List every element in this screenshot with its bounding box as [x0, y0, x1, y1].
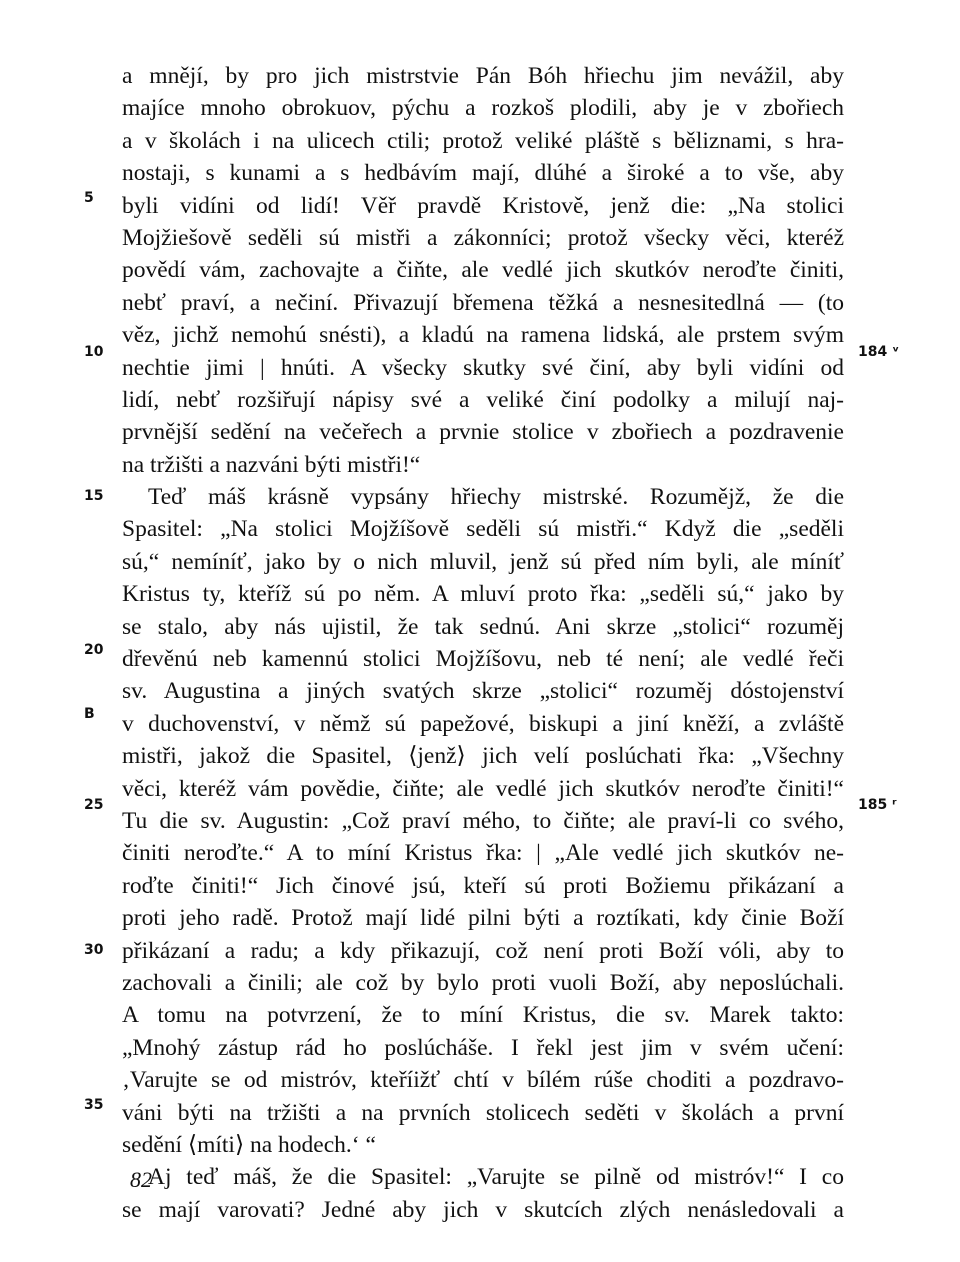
text-line: lidí, nebť rozšiřují nápisy své a veliké činí podolky a milují naj-: [122, 386, 844, 413]
text-line: sú,“ nemíníť, jako by o nich mluvil, jenž sú před ním byli, ale míníť: [122, 548, 844, 575]
text-line-paragraph-start: Teď máš krásně vypsány hřiechy mistrské. Rozumějž, že die: [148, 484, 844, 511]
text-line: byli vidíni od lidí! Věř pravdě Kristově, jenž die: „Na stolici: [122, 192, 844, 219]
line-number-5: 5: [84, 190, 94, 206]
text-line: věci, kteréž vám povědie, čiňte; ale vedlé jich skutkóv neroďte činiti!“: [122, 775, 844, 802]
line-number-25: 25: [84, 797, 104, 813]
text-line: roďte činiti!“ Jich činové jsú, kteří sú proti Božiemu přikázaní a: [122, 872, 844, 899]
text-line: přikázaní a radu; a kdy přikazují, což není proti Boží vóli, aby to: [122, 937, 844, 964]
line-number-20: 20: [84, 642, 104, 658]
text-line: Tu die sv. Augustin: „Což praví mého, to čiňte; ale praví-li co svého,: [122, 807, 844, 834]
text-line: na tržišti a nazváni býti mistři!“: [122, 451, 421, 478]
text-line: „Mnohý zástup rád ho poslúcháše. I řekl jest jim v svém učení:: [122, 1034, 844, 1061]
text-line: prvnější sedění na večeřech a prvnie stolice v zbořiech a pozdravenie: [122, 419, 844, 446]
text-line: Spasitel: „Na stolici Mojžíšově seděli sú mistři.“ Když die „seděli: [122, 516, 844, 543]
text-line: ‚Varujte se od mistróv, kteříižť chtí v bílém rúše choditi a pozdravo-: [122, 1067, 844, 1094]
text-line: váni býti na tržišti a na prvních stolicech seděti v školách a první: [122, 1099, 844, 1126]
text-line: a v školách i na ulicech ctili; protož veliké pláště s běliznami, s hra-: [122, 127, 844, 154]
text-line: v duchovenství, v němž sú papežové, biskupi a jiní kněží, a zvláště: [122, 710, 844, 737]
text-line: sv. Augustina a jiných svatých skrze „stolici“ rozuměj dóstojenství: [122, 678, 844, 705]
line-number-30: 30: [84, 942, 104, 958]
folio-marker-184v: 184 ᵛ: [858, 344, 900, 360]
text-line: nechtie jimi | hnúti. A všecky skutky své činí, aby byli vidíni od: [122, 354, 844, 381]
text-line: věz, jichž nemohú snésti), a kladú na ramena lidská, ale prstem svým: [122, 322, 844, 349]
text-line: nebť praví, a nečiní. Přivazují břemena těžká a nesnesitedlná — (to: [122, 289, 844, 316]
text-line: se mají varovati? Jedné aby jich v skutcích zlých nenásledovali a: [122, 1196, 844, 1223]
text-line: dřevěnú neb kamennú stolici Mojžíšovu, neb té není; ale vedlé řeči: [122, 646, 844, 673]
line-number-15: 15: [84, 488, 104, 504]
text-line: Kristus ty, kteříž sú po něm. A mluví proto řka: „seděli sú,“ jako by: [122, 581, 844, 608]
body-text: [122, 60, 844, 1226]
text-line: povědí vám, zachovajte a čiňte, ale vedlé jich skutkóv neroďte činiti,: [122, 257, 844, 284]
text-line: sedění ⟨míti⟩ na hodech.‘ “: [122, 1131, 376, 1158]
text-line: činiti neroďte.“ A to míní Kristus řka: | „Ale vedlé jich skutkóv ne-: [122, 840, 844, 867]
source-marker-b: B: [84, 706, 95, 722]
text-line: zachovali a činili; ale což by bylo proti vuoli Boží, aby neposlúchali.: [122, 969, 844, 996]
text-line: A tomu na potvrzení, že to míní Kristus, die sv. Marek takto:: [122, 1002, 844, 1029]
line-number-10: 10: [84, 344, 104, 360]
text-line: nostaji, s kunami a s hedbávím mají, dlúhé a široké a to vše, aby: [122, 160, 844, 187]
text-line: Mojžiešově seděli sú mistři a zákonníci; protož všecky věci, kteréž: [122, 224, 844, 251]
text-line: a mnějí, by pro jich mistrstvie Pán Bóh hřiechu jim nevážil, aby: [122, 63, 844, 89]
text-line: se stalo, aby nás ujistil, že tak sednú. Ani skrze „stolici“ rozuměj: [122, 613, 844, 640]
line-number-35: 35: [84, 1097, 104, 1113]
folio-marker-185r: 185 ʳ: [858, 797, 897, 813]
text-line: proti jeho radě. Protož mají lidé pilni býti a roztíkati, kdy činie Boží: [122, 905, 844, 932]
page-number: 82: [130, 1167, 152, 1192]
text-line: majíce mnoho obrokuov, pýchu a rozkoš plodili, aby je v zbořiech: [122, 95, 844, 122]
text-line: mistři, jakož die Spasitel, ⟨jenž⟩ jich velí poslúchati řka: „Všechny: [122, 743, 844, 770]
text-line-paragraph-start: Aj teď máš, že die Spasitel: „Varujte se pilně od mistróv!“ I co: [148, 1164, 844, 1191]
